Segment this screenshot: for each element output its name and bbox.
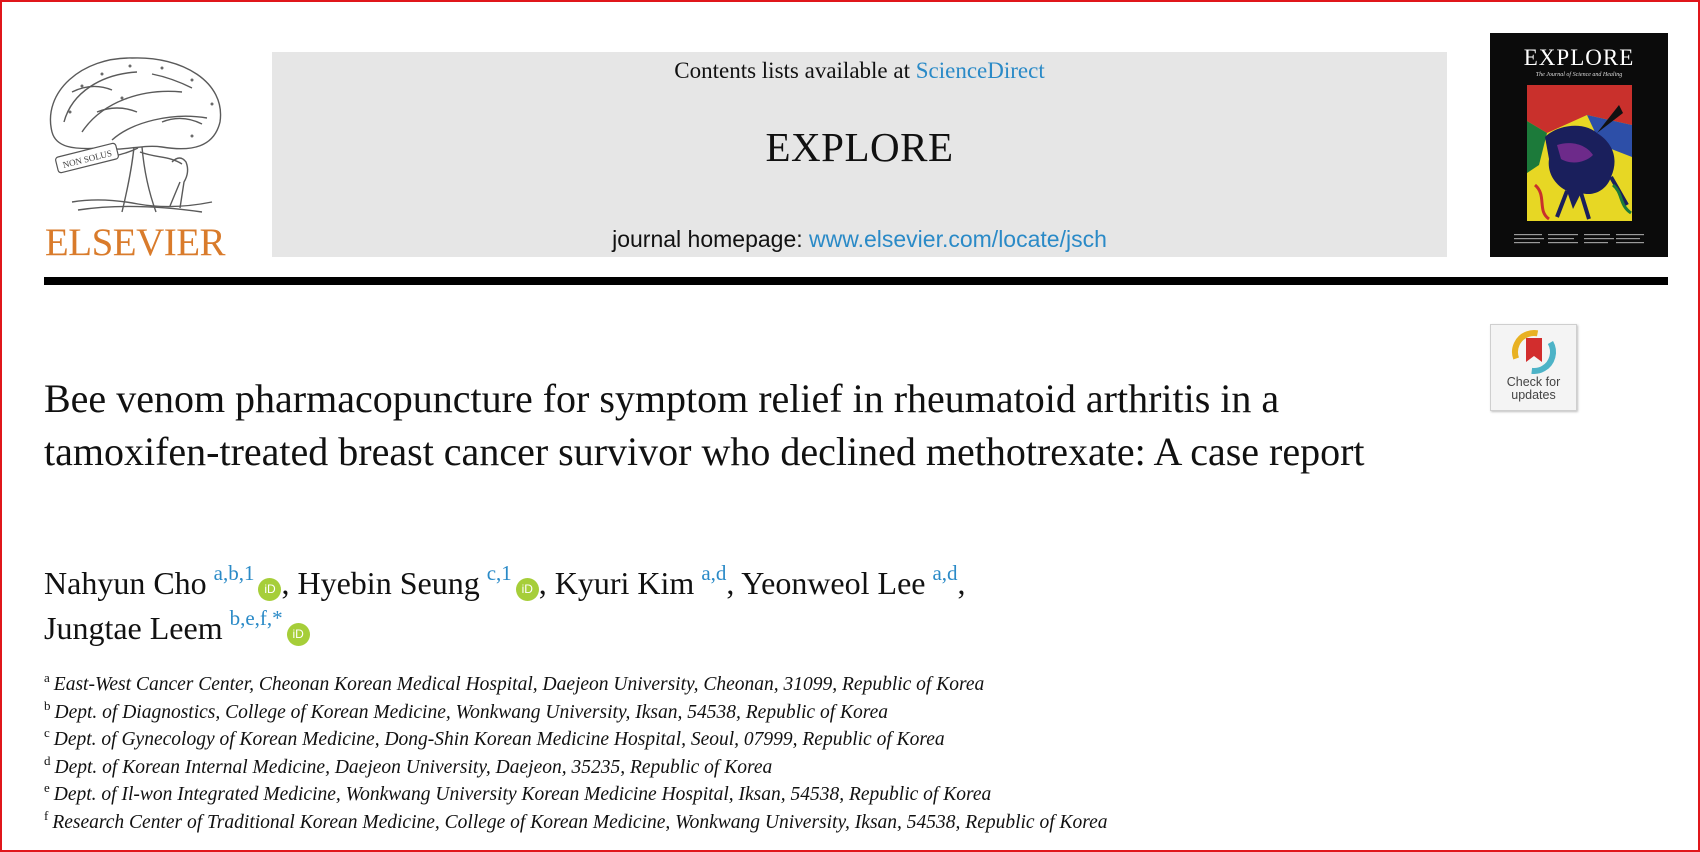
- author-separator: ,: [538, 565, 547, 601]
- homepage-prefix: journal homepage:: [612, 226, 810, 252]
- affiliation-letter: f: [44, 807, 49, 823]
- author-entry: [44, 606, 310, 646]
- journal-cover[interactable]: [1490, 33, 1668, 257]
- author-separator: ,: [957, 565, 966, 601]
- affiliation-text: Dept. of Gynecology of Korean Medicine, Dong-Shin Korean Medicine Hospital, Seoul, 07999, Republic of Korea: [53, 729, 945, 751]
- affiliation-text: Dept. of Diagnostics, College of Korean Medicine, Wonkwang University, Iksan, 54538, Republic of Korea: [54, 701, 889, 723]
- author-entry: [741, 561, 966, 601]
- affiliation-text: Dept. of Korean Internal Medicine, Daejeon University, Daejeon, 35235, Republic of Korea: [54, 756, 773, 778]
- sciencedirect-link[interactable]: ScienceDirect: [915, 58, 1045, 83]
- author-entry: [554, 561, 735, 601]
- journal-title: EXPLORE: [765, 124, 954, 170]
- author-name[interactable]: Nahyun Cho: [44, 565, 207, 601]
- affiliation-item: [44, 727, 1464, 755]
- affiliation-letter: b: [44, 697, 51, 713]
- cover-title: EXPLORE: [1523, 45, 1635, 70]
- crossmark-icon: [1510, 328, 1558, 376]
- check-for-updates-badge[interactable]: [1490, 324, 1577, 411]
- article-title: Bee venom pharmacopuncture for symptom relief in rheumatoid arthritis in a tamoxifen-treated breast cancer survivor who declined methotrexate: A case report: [44, 376, 1365, 474]
- author-separator: ,: [281, 565, 290, 601]
- affiliation-list: [44, 672, 1464, 838]
- affiliation-item: [44, 782, 1464, 810]
- author-name[interactable]: Hyebin Seung: [297, 565, 480, 601]
- contents-line: [272, 55, 1447, 87]
- journal-masthead: [272, 52, 1447, 257]
- affiliation-letter: d: [44, 752, 51, 768]
- affiliation-item: [44, 752, 1464, 783]
- affiliation-letter: c: [44, 725, 50, 741]
- publisher-name: ELSEVIER: [44, 221, 226, 264]
- author-entry: [297, 561, 547, 601]
- cover-artwork-icon: [1527, 85, 1632, 221]
- cover-contents-icon: [1514, 233, 1646, 245]
- elsevier-logo[interactable]: [42, 52, 228, 262]
- svg-text:NON SOLUS: NON SOLUS: [61, 148, 113, 170]
- author-name[interactable]: Yeonweol Lee: [741, 565, 926, 601]
- journal-homepage-link[interactable]: www.elsevier.com/locate/jsch: [809, 226, 1107, 252]
- affiliation-letter: e: [44, 780, 50, 796]
- check-for-updates-label: Check for updates: [1506, 375, 1561, 402]
- author-separator: ,: [726, 565, 735, 601]
- author-name[interactable]: Kyuri Kim: [554, 565, 695, 601]
- header-divider: [44, 277, 1668, 285]
- affiliation-item: [44, 807, 1464, 838]
- affiliation-text: Dept. of Il-won Integrated Medicine, Wonkwang University Korean Medicine Hospital, Iksan, 54538, Republic of Korea: [53, 784, 992, 806]
- author-name[interactable]: Jungtae Leem: [44, 610, 223, 646]
- affiliation-item: [44, 672, 1464, 700]
- orcid-icon[interactable]: iD: [258, 578, 281, 601]
- author-affiliation-marks[interactable]: a,d: [701, 561, 727, 585]
- author-affiliation-marks[interactable]: a,d: [932, 561, 958, 585]
- author-list: [44, 563, 1464, 653]
- homepage-line: [272, 224, 1447, 254]
- contents-prefix: Contents lists available at: [674, 58, 916, 83]
- cover-subtitle: The Journal of Science and Healing: [1535, 72, 1623, 78]
- author-affiliation-marks[interactable]: a,b,1: [213, 561, 255, 585]
- orcid-icon[interactable]: iD: [287, 623, 310, 646]
- affiliation-letter: a: [44, 670, 50, 685]
- affiliation-text: East-West Cancer Center, Cheonan Korean Medical Hospital, Daejeon University, Cheonan, 31099, Republic of Korea: [53, 674, 985, 695]
- author-affiliation-marks[interactable]: b,e,f,*: [229, 606, 283, 630]
- author-entry: [44, 561, 290, 601]
- author-affiliation-marks[interactable]: c,1: [486, 561, 512, 585]
- tree-emblem-icon: [42, 52, 228, 217]
- affiliation-text: Research Center of Traditional Korean Medicine, College of Korean Medicine, Wonkwang University, Iksan, 54538, Republic of Korea: [52, 811, 1108, 833]
- affiliation-item: [44, 697, 1464, 728]
- orcid-icon[interactable]: iD: [516, 578, 539, 601]
